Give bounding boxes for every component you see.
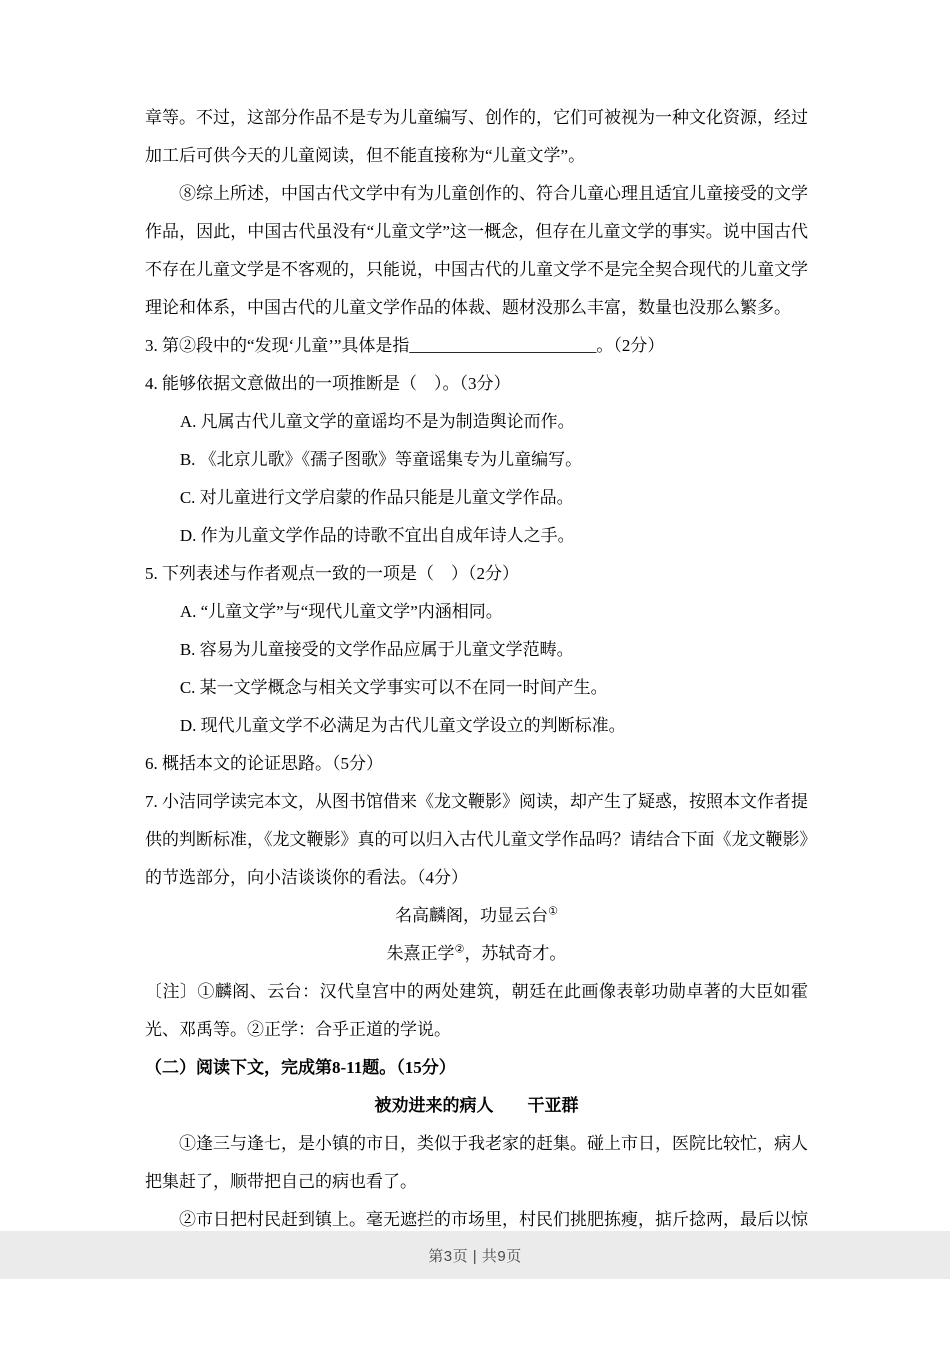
page-number: 第3页 | 共9页 xyxy=(428,1247,522,1265)
question-line xyxy=(145,555,808,593)
text-run: 6. 概括本文的论证思路。（5分） xyxy=(145,754,383,773)
text-run: 章等。不过，这部分作品不是专为儿童编写、创作的，它们可被视为一种文化资源，经过加工后可供今天的儿童阅读，但不能直接称为“儿童文学”。 xyxy=(145,108,808,165)
question-line xyxy=(145,365,808,403)
question-line xyxy=(145,783,808,897)
text-run: 朱熹正学 xyxy=(386,944,455,963)
option-line xyxy=(145,517,808,555)
paragraph xyxy=(145,99,808,175)
verse-line xyxy=(145,897,808,935)
text-run: C. 对儿童进行文学启蒙的作品只能是儿童文学作品。 xyxy=(179,488,574,507)
text-run: 名高麟阁，功显云台 xyxy=(395,906,549,925)
question-line xyxy=(145,327,808,365)
text-run: ②市日把村民赶到镇上。毫无遮拦的市场里，村民们挑肥拣瘦，掂斤捻两，最后以惊 xyxy=(179,1210,808,1229)
text-run: A. 凡属古代儿童文学的童谣均不是为制造舆论而作。 xyxy=(179,412,575,431)
option-line xyxy=(145,669,808,707)
option-line xyxy=(145,441,808,479)
paragraph xyxy=(145,1125,808,1201)
text-run: C. 某一文学概念与相关文学事实可以不在同一时间产生。 xyxy=(179,678,608,697)
text-run: ，苏轼奇才。 xyxy=(464,944,567,963)
text-run: ⑧综上所述，中国古代文学中有为儿童创作的、符合儿童心理且适宜儿童接受的文学作品，因此，中国古代虽没有“儿童文学”这一概念，但存在儿童文学的事实。说中国古代不存在儿童文学是不客观的，只能说，中国古代的儿童文学不是完全契合现代的儿童文学理论和体系，中国古代的儿童文学作品的体裁、题材没那么丰富，数量也没那么繁多。 xyxy=(145,184,808,317)
option-line xyxy=(145,631,808,669)
verse-line xyxy=(145,935,808,973)
text-run: D. 现代儿童文学不必满足为古代儿童文学设立的判断标准。 xyxy=(179,716,626,735)
text-run: 〔注〕①麟阁、云台：汉代皇宫中的两处建筑，朝廷在此画像表彰功勋卓著的大臣如霍光、邓禹等。②正学：合乎正道的学说。 xyxy=(145,982,808,1039)
text-run: D. 作为儿童文学作品的诗歌不宜出自成年诗人之手。 xyxy=(179,526,575,545)
footnote-ref: ② xyxy=(454,943,465,956)
text-run: B. 容易为儿童接受的文学作品应属于儿童文学范畴。 xyxy=(179,640,574,659)
text-run: （二）阅读下文，完成第8-11题。（15分） xyxy=(145,1058,456,1077)
text-run: B. 《北京儿歌》《孺子图歌》等童谣集专为儿童编写。 xyxy=(179,450,583,469)
footnote-ref: ① xyxy=(548,905,558,918)
option-line xyxy=(145,707,808,745)
note-line xyxy=(145,973,808,1049)
option-line xyxy=(145,593,808,631)
question-line xyxy=(145,745,808,783)
option-line xyxy=(145,479,808,517)
document-content xyxy=(145,99,808,1239)
article-title xyxy=(145,1087,808,1125)
text-run: 5. 下列表述与作者观点一致的一项是（ ）（2分） xyxy=(145,564,519,583)
text-run: 7. 小洁同学读完本文，从图书馆借来《龙文鞭影》阅读，却产生了疑惑，按照本文作者提供的判断标准，《龙文鞭影》真的可以归入古代儿童文学作品吗？请结合下面《龙文鞭影》的节选部分，向小洁谈谈你的看法。（4分） xyxy=(145,792,808,887)
paragraph xyxy=(145,175,808,327)
section-heading xyxy=(145,1049,808,1087)
text-run: 3. 第②段中的“发现‘儿童’”具体是指______________________。（2分） xyxy=(145,336,665,355)
text-run: 4. 能够依据文意做出的一项推断是（ ）。（3分） xyxy=(145,374,511,393)
text-run: 被劝进来的病人 干亚群 xyxy=(374,1096,579,1115)
option-line xyxy=(145,403,808,441)
text-run: ①逢三与逢七，是小镇的市日，类似于我老家的赶集。碰上市日，医院比较忙，病人把集赶了，顺带把自己的病也看了。 xyxy=(145,1134,808,1191)
text-run: A. “儿童文学”与“现代儿童文学”内涵相同。 xyxy=(179,602,503,621)
page-footer xyxy=(0,1231,950,1279)
